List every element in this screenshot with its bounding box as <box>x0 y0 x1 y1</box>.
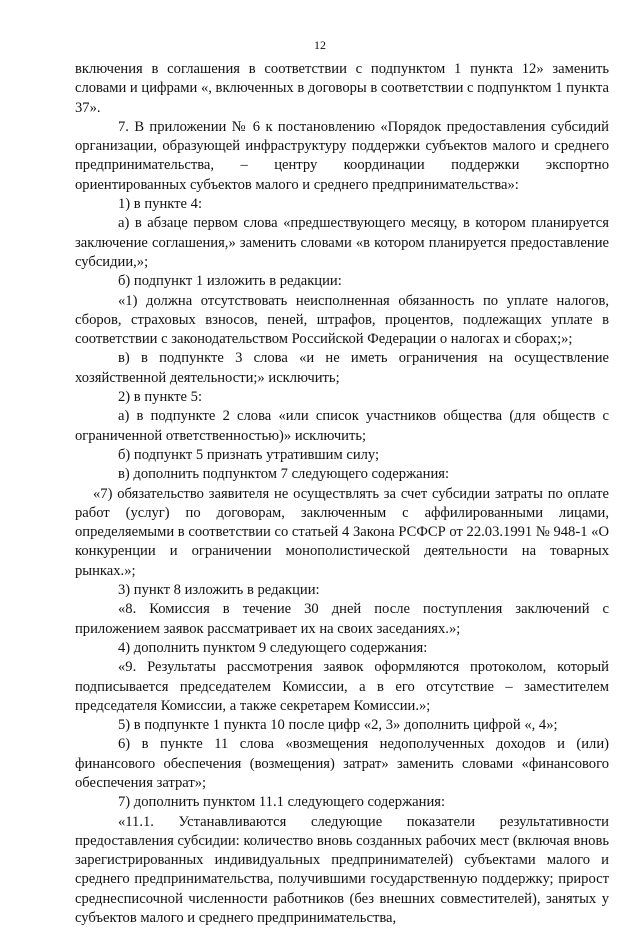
page-number: 12 <box>314 38 326 52</box>
paragraph: включения в соглашения в соответствии с подпунктом 1 пункта 12» заменить словами и цифрами «, включенных в договоры в соответствии с подпунктом 1 пункта 37». <box>75 61 609 116</box>
paragraph: 1) в пункте 4: <box>118 196 203 213</box>
paragraph: в) дополнить подпунктом 7 следующего содержания: <box>118 466 450 483</box>
paragraph: «7) обязательство заявителя не осуществлять за счет субсидии затраты по оплате работ (услуг) по договорам, заключенным с аффилированными лицами, определяемыми в соответствии со статьей 4 Закона РСФСР от 22.03.1991 № 948-1 «О конкуренции и ограничении монополистической деятельности на товарных рынках.»; <box>75 485 609 579</box>
paragraph: 6) в пункте 11 слова «возмещения недополученных доходов и (или) финансового обеспечения (возмещения) затрат» заменить словами «финансового обеспечения затрат»; <box>75 736 609 791</box>
paragraph: 3) пункт 8 изложить в редакции: <box>118 582 320 599</box>
paragraph: «9. Результаты рассмотрения заявок оформляются протоколом, который подписывается председателем Комиссии, а в его отсутствие – заместителем председателя Комиссии, а также секретарем Комиссии.»; <box>75 659 609 714</box>
paragraph: 7. В приложении № 6 к постановлению «Порядок предоставления субсидий организации, образующей инфраструктуру поддержки субъектов малого и среднего предпринимательства, – центру координации поддержки экспортно ориентированных субъектов малого и среднего предпринимательства»: <box>75 118 609 193</box>
paragraph: «1) должна отсутствовать неисполненная обязанность по уплате налогов, сборов, страховых взносов, пеней, штрафов, процентов, подлежащих уплате в соответствии с законодательством Российской Федерации о налогах и сборах;»; <box>75 292 609 348</box>
paragraph: 7) дополнить пунктом 11.1 следующего содержания: <box>118 794 446 811</box>
paragraph: «8. Комиссия в течение 30 дней после поступления заключений с приложением заявок рассматривает их на своих заседаниях.»; <box>75 601 609 637</box>
paragraph: 2) в пункте 5: <box>118 389 203 406</box>
paragraph: 4) дополнить пунктом 9 следующего содержания: <box>118 639 428 656</box>
paragraph: б) подпункт 1 изложить в редакции: <box>118 273 342 290</box>
paragraph: б) подпункт 5 признать утратившим силу; <box>118 446 380 463</box>
paragraph: а) в абзаце первом слова «предшествующего месяцу, в котором планируется заключение соглашения,» заменить словами «в котором планируется предоставление субсидии,»; <box>75 215 609 270</box>
paragraph: 5) в подпункте 1 пункта 10 после цифр «2, 3» дополнить цифрой «, 4»; <box>118 717 558 734</box>
document-body <box>75 60 609 928</box>
paragraph: «11.1. Устанавливаются следующие показатели результативности предоставления субсидии: количество вновь созданных рабочих мест (включая вновь зарегистрированных индивидуальных предпринимателей) субъектами малого и среднего предпринимательства, получившими государственную поддержку; прирост среднесписочной численности работников (без внешних совместителей), занятых у субъектов малого и среднего предпринимательства, <box>75 813 609 927</box>
paragraph: в) в подпункте 3 слова «и не иметь ограничения на осуществление хозяйственной деятельности;» исключить; <box>75 350 609 386</box>
paragraph: а) в подпункте 2 слова «или список участников общества (для обществ с ограниченной ответственностью)» исключить; <box>75 408 609 444</box>
